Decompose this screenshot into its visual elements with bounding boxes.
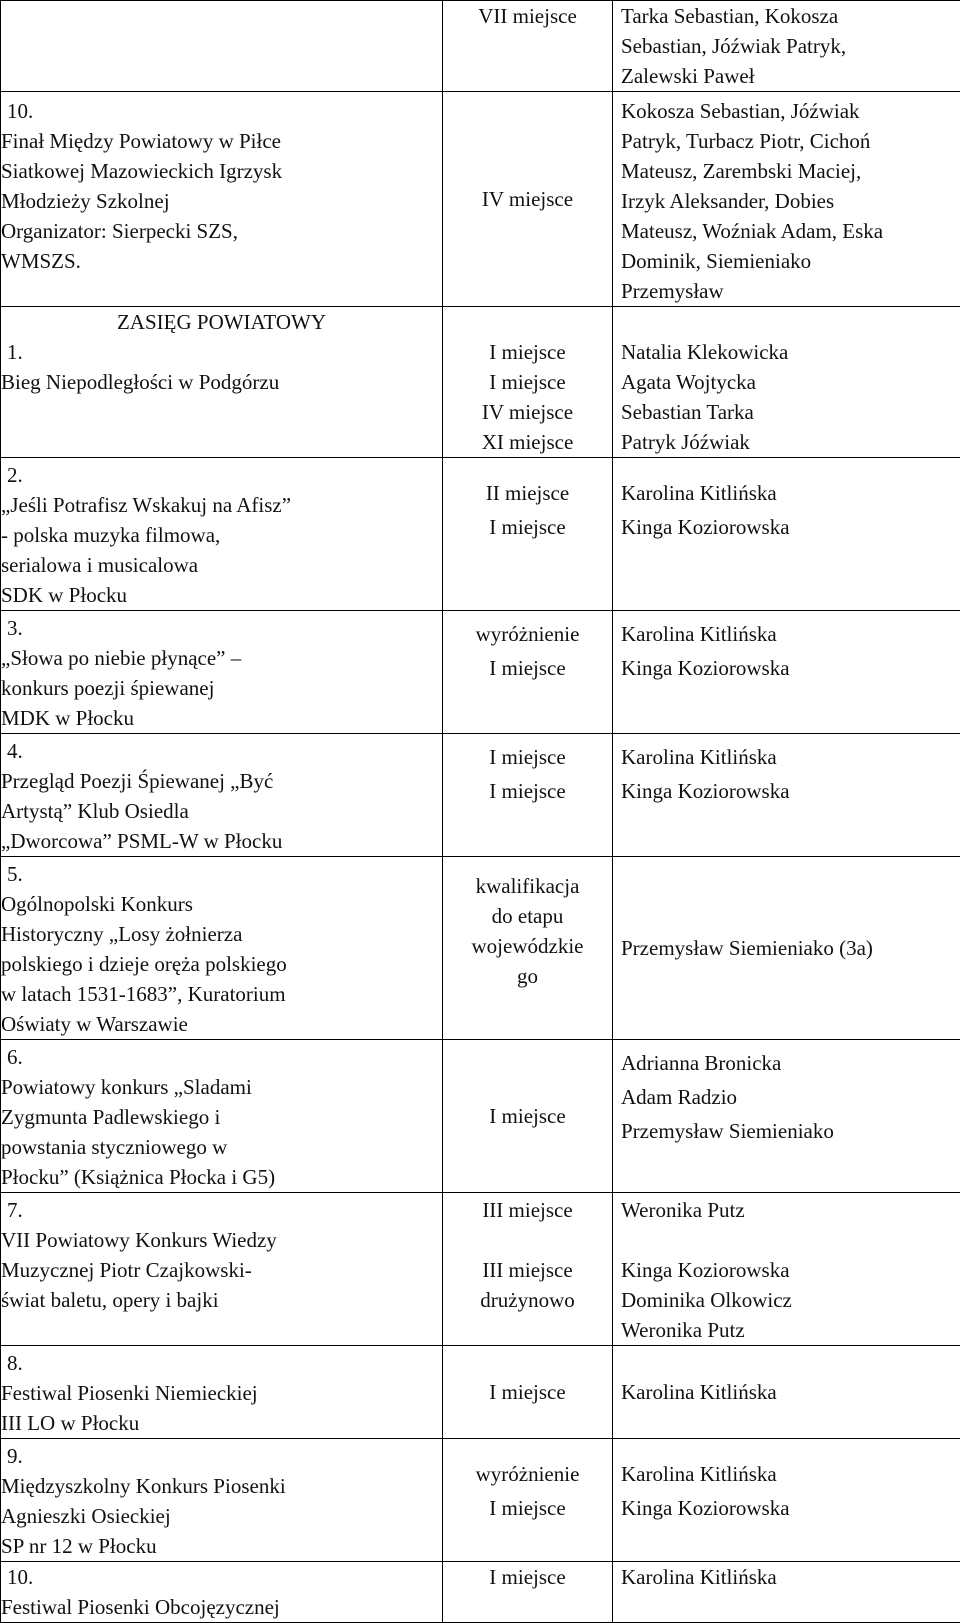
placement-cell	[443, 458, 613, 611]
placement-text: I miejsce	[443, 1101, 612, 1131]
participants-text: Kokosza Sebastian, Jóźwiak Patryk, Turbacz Piotr, Cichoń Mateusz, Zarembski Maciej, Irzyk Aleksander, Dobies Mateusz, Woźniak Adam, Eska Dominik, Siemieniako Przemysław	[613, 92, 960, 306]
event-title: Bieg Niepodległości w Podgórzu	[1, 367, 373, 397]
participants-text: Weronika Putz Kinga Koziorowska Dominika Olkowicz Weronika Putz	[613, 1193, 960, 1345]
table-row	[1, 337, 960, 458]
participants-text: Tarka Sebastian, Kokosza Sebastian, Jóźwiak Patryk, Zalewski Paweł	[613, 1, 960, 91]
event-cell	[1, 1439, 443, 1562]
participants-cell	[613, 92, 960, 307]
event-cell	[1, 611, 443, 734]
placement-text: II miejsce I miejsce	[443, 458, 612, 544]
placement-cell	[443, 611, 613, 734]
row-number: 5.	[1, 859, 71, 889]
participants-text: Karolina Kitlińska Kinga Koziorowska	[613, 611, 960, 685]
participants-text: Karolina Kitlińska	[613, 1377, 960, 1407]
table-row	[1, 1562, 960, 1623]
row-number: 8.	[1, 1348, 71, 1378]
table-row	[1, 734, 960, 857]
participants-cell	[613, 1346, 960, 1439]
event-title: Międzyszkolny Konkurs Piosenki Agnieszki Osieckiej SP nr 12 w Płocku	[1, 1471, 373, 1561]
placement-text: kwalifikacja do etapu wojewódzkie go	[443, 857, 612, 991]
event-title: Finał Między Powiatowy w Piłce Siatkowej Mazowieckich Igrzysk Młodzieży Szkolnej Organizator: Sierpecki SZS, WMSZS.	[1, 126, 373, 276]
table-row	[1, 92, 960, 307]
placement-text: I miejsce I miejsce IV miejsce XI miejsce	[443, 337, 612, 457]
placement-cell	[443, 337, 613, 458]
participants-text: Adrianna Bronicka Adam Radzio Przemysław Siemieniako	[613, 1040, 960, 1148]
row-number: 1.	[1, 337, 71, 367]
placement-text: I miejsce	[443, 1562, 612, 1592]
event-cell	[1, 1562, 443, 1623]
placement-text: IV miejsce	[443, 184, 612, 214]
placement-cell	[443, 1040, 613, 1193]
table-row	[1, 1040, 960, 1193]
participants-cell	[613, 1439, 960, 1562]
table-row	[1, 1439, 960, 1562]
row-number: 7.	[1, 1195, 71, 1225]
placement-text: VII miejsce	[443, 1, 612, 31]
participants-cell	[613, 458, 960, 611]
participants-cell	[613, 734, 960, 857]
row-number: 9.	[1, 1441, 71, 1471]
row-number: 10.	[1, 96, 71, 126]
participants-cell	[613, 857, 960, 1040]
placement-text: wyróżnienie I miejsce	[443, 1439, 612, 1525]
participants-cell	[613, 1, 960, 92]
participants-cell	[613, 611, 960, 734]
event-title: VII Powiatowy Konkurs Wiedzy Muzycznej Piotr Czajkowski- świat baletu, opery i bajki	[1, 1225, 373, 1315]
participants-cell-empty	[613, 307, 960, 338]
participants-cell	[613, 1040, 960, 1193]
table-row	[1, 1346, 960, 1439]
placement-cell	[443, 857, 613, 1040]
section-heading-cell	[1, 307, 443, 338]
placement-cell-empty	[443, 307, 613, 338]
event-title: Powiatowy konkurs „Sladami Zygmunta Padlewskiego i powstania styczniowego w Płocku” (Książnica Płocka i G5)	[1, 1072, 373, 1192]
row-number: 3.	[1, 613, 71, 643]
event-title: Festiwal Piosenki Niemieckiej III LO w Płocku	[1, 1378, 373, 1438]
participants-text: Natalia Klekowicka Agata Wojtycka Sebastian Tarka Patryk Jóźwiak	[613, 337, 960, 457]
placement-text: I miejsce	[443, 1377, 612, 1407]
table-row	[1, 1193, 960, 1346]
participants-text: Karolina Kitlińska	[613, 1562, 960, 1592]
event-cell	[1, 1193, 443, 1346]
participants-cell	[613, 1562, 960, 1623]
event-cell	[1, 857, 443, 1040]
row-number: 4.	[1, 736, 71, 766]
participants-cell	[613, 337, 960, 458]
event-title: Festiwal Piosenki Obcojęzycznej	[1, 1592, 373, 1622]
participants-text: Karolina Kitlińska Kinga Koziorowska	[613, 734, 960, 808]
event-cell	[1, 1346, 443, 1439]
event-cell	[1, 458, 443, 611]
row-number: 6.	[1, 1042, 71, 1072]
placement-cell	[443, 1439, 613, 1562]
row-number: 2.	[1, 460, 71, 490]
placement-cell	[443, 92, 613, 307]
event-title: „Słowa po niebie płynące” – konkurs poezji śpiewanej MDK w Płocku	[1, 643, 373, 733]
placement-text: I miejsce I miejsce	[443, 734, 612, 808]
table-row	[1, 1, 960, 92]
participants-text: Przemysław Siemieniako (3a)	[613, 933, 960, 963]
placement-cell	[443, 1, 613, 92]
event-title: Ogólnopolski Konkurs Historyczny „Losy żołnierza polskiego i dzieje oręża polskiego w latach 1531-1683”, Kuratorium Oświaty w Warszawie	[1, 889, 373, 1039]
placement-cell	[443, 1346, 613, 1439]
event-cell	[1, 1040, 443, 1193]
event-title: Przegląd Poezji Śpiewanej „Być Artystą” Klub Osiedla „Dworcowa” PSML-W w Płocku	[1, 766, 373, 856]
row-number: 10.	[1, 1562, 71, 1592]
participants-text: Karolina Kitlińska Kinga Koziorowska	[613, 458, 960, 544]
event-title: „Jeśli Potrafisz Wskakuj na Afisz” - polska muzyka filmowa, serialowa i musicalowa SDK w Płocku	[1, 490, 373, 610]
placement-text: III miejsce III miejsce drużynowo	[443, 1193, 612, 1315]
table-row	[1, 458, 960, 611]
section-heading: ZASIĘG POWIATOWY	[1, 307, 442, 337]
participants-cell	[613, 1193, 960, 1346]
table-row	[1, 857, 960, 1040]
participants-text: Karolina Kitlińska Kinga Koziorowska	[613, 1439, 960, 1525]
table-row	[1, 611, 960, 734]
event-cell	[1, 734, 443, 857]
event-cell	[1, 92, 443, 307]
placement-cell	[443, 1193, 613, 1346]
section-heading-row	[1, 307, 960, 338]
event-cell	[1, 337, 443, 458]
placement-cell	[443, 1562, 613, 1623]
placement-cell	[443, 734, 613, 857]
event-cell-empty	[1, 1, 443, 92]
placement-text: wyróżnienie I miejsce	[443, 611, 612, 685]
